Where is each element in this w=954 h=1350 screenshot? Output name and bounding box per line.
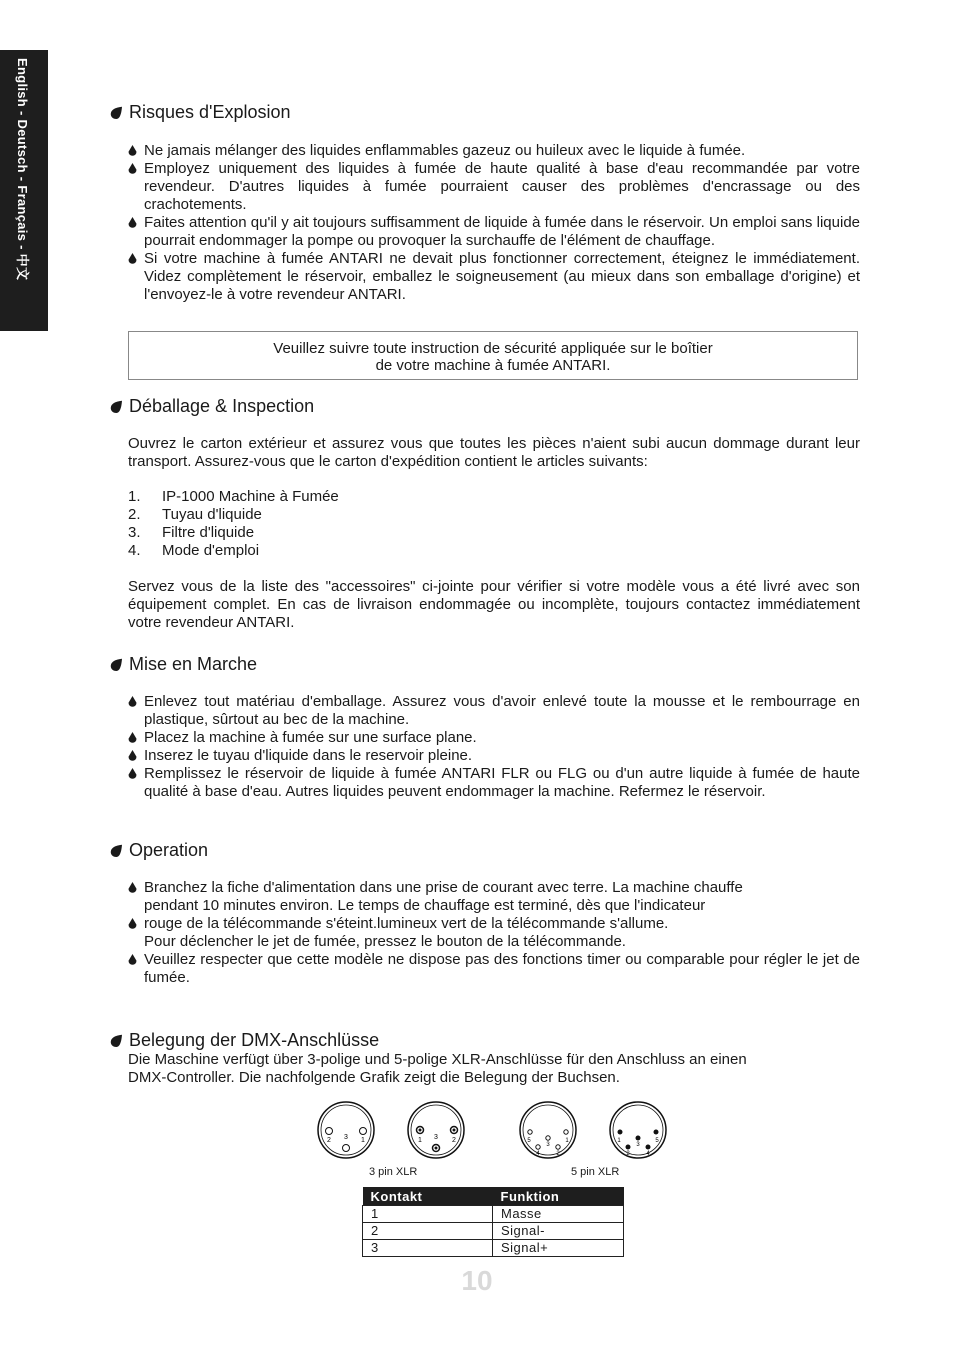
language-side-tab xyxy=(0,50,48,331)
pin-label: 2 xyxy=(327,1137,331,1144)
list-item: Placez la machine à fumée sur une surface plane. xyxy=(128,729,860,747)
drop-bullet-icon xyxy=(128,918,137,929)
drop-bullet-icon xyxy=(128,696,137,707)
leaf-bullet-icon xyxy=(110,1034,123,1048)
section-title: Risques d'Explosion xyxy=(129,102,291,122)
drop-bullet-icon xyxy=(128,750,137,761)
pin-label: 1 xyxy=(565,1138,569,1144)
pin-label: 1 xyxy=(361,1137,365,1144)
pin-label: 4 xyxy=(536,1151,540,1157)
list-item: Inserez le tuyau d'liquide dans le reservoir pleine. xyxy=(128,747,860,765)
section-title: Belegung der DMX-Anschlüsse xyxy=(129,1030,380,1050)
leaf-bullet-icon xyxy=(110,844,123,858)
pin-label: 3 xyxy=(434,1134,438,1141)
pin-label: 5 xyxy=(527,1138,531,1144)
list-item: 2. Tuyau d'liquide xyxy=(128,506,262,523)
xlr-5pin-label: 5 pin XLR xyxy=(571,1166,620,1178)
leaf-bullet-icon xyxy=(110,400,123,414)
pin-label: 2 xyxy=(556,1151,560,1157)
notice-line: de votre machine à fumée ANTARI. xyxy=(375,357,611,374)
list-item: Remplissez le réservoir de liquide à fumée ANTARI FLR ou FLG ou d'un autre liquide à fumée de haute qualité à base d'eau. Autres liquides peuvent endommager la machine. Refermez le réservoir. xyxy=(128,765,860,801)
pin-label: 4 xyxy=(646,1151,650,1157)
xlr-5pin-female-icon xyxy=(518,1100,578,1160)
section-heading-unpacking xyxy=(110,396,314,417)
list-item: Branchez la fiche d'alimentation dans une prise de courant avec terre. La machine chauffe pendant 10 minutes environ. Le temps de chauffage est terminé, dès que l'indicateur xyxy=(128,879,860,915)
table-cell: 1 xyxy=(363,1206,493,1223)
list-item: 4. Mode d'emploi xyxy=(128,542,260,559)
table-cell: 2 xyxy=(363,1223,493,1240)
operation-bullet-list xyxy=(128,879,860,987)
pin-label: 1 xyxy=(617,1138,621,1144)
pin-label: 5 xyxy=(655,1138,659,1144)
drop-bullet-icon xyxy=(128,768,137,779)
xlr-3pin-male-icon xyxy=(406,1100,466,1160)
explosion-bullet-list xyxy=(128,142,860,304)
drop-bullet-icon xyxy=(128,145,137,156)
table-row xyxy=(363,1206,624,1223)
drop-bullet-icon xyxy=(128,954,137,965)
pin-label: 3 xyxy=(636,1142,640,1148)
drop-bullet-icon xyxy=(128,217,137,228)
drop-bullet-icon xyxy=(128,882,137,893)
table-row xyxy=(363,1223,624,1240)
section-heading-operation xyxy=(110,840,208,861)
table-cell: Signal+ xyxy=(493,1240,624,1257)
page-number: 10 xyxy=(461,1265,493,1296)
safety-notice-box xyxy=(128,331,858,380)
pin-label: 3 xyxy=(546,1142,550,1148)
list-item: 1. IP-1000 Machine à Fumée xyxy=(128,488,339,505)
list-item: Si votre machine à fumée ANTARI ne devait plus fonctionner correctement, éteignez le immédiatement. Videz complètement le réservoir, emballez le soigneusement (au mieux dans son emballage d'origine) et l'envoyez-le à votre revendeur ANTARI. xyxy=(128,250,860,304)
list-item: rouge de la télécommande s'éteint.lumineux vert de la télécommande s'allume. Pour déclencher le jet de fumée, pressez le bouton de la télécommande. xyxy=(128,915,860,951)
leaf-bullet-icon xyxy=(110,106,123,120)
notice-line: Veuillez suivre toute instruction de sécurité appliquée sur le boîtier xyxy=(273,340,713,357)
language-tab-text: English - Deutsch - Français - 中文 xyxy=(15,58,30,281)
startup-bullet-list xyxy=(128,693,860,801)
dmx-pin-table xyxy=(362,1187,624,1257)
section-heading-startup xyxy=(110,654,257,675)
pin-label: 2 xyxy=(626,1151,630,1157)
pin-label: 2 xyxy=(452,1137,456,1144)
column-header: Funktion xyxy=(493,1187,624,1206)
table-cell: 3 xyxy=(363,1240,493,1257)
table-cell: Signal- xyxy=(493,1223,624,1240)
xlr-3pin-female-icon xyxy=(316,1100,376,1160)
unpacking-intro: Ouvrez le carton extérieur et assurez vous que toutes les pièces n'aient subi aucun dommage durant leur transport. Assurez-vous que le carton d'expédition contient le articles suivants: xyxy=(128,435,860,470)
list-item: Enlevez tout matériau d'emballage. Assurez vous d'avoir enlevé toute la mousse et le rembourrage en plastique, sûrtout au bec de la machine. xyxy=(128,693,860,729)
section-heading-dmx xyxy=(110,1030,379,1051)
table-cell: Masse xyxy=(493,1206,624,1223)
pin-label: 1 xyxy=(418,1137,422,1144)
package-contents-list xyxy=(128,488,339,560)
list-item: Ne jamais mélanger des liquides enflammables gazeuz ou huileux avec le liquide à fumée. xyxy=(128,142,860,160)
section-title: Déballage & Inspection xyxy=(129,396,315,416)
table-header-row xyxy=(363,1187,624,1206)
column-header: Kontakt xyxy=(363,1187,493,1206)
list-item: Veuillez respecter que cette modèle ne dispose pas des fonctions timer ou comparable pour régler le jet de fumée. xyxy=(128,951,860,987)
xlr-3pin-label: 3 pin XLR xyxy=(369,1166,418,1178)
dmx-intro: Die Maschine verfügt über 3-polige und 5-polige XLR-Anschlüsse für den Anschluss an einen DMX-Controller. Die nachfolgende Grafik zeigt die Belegung der Buchsen. xyxy=(128,1051,747,1086)
section-title: Operation xyxy=(129,840,209,860)
list-item: 3. Filtre d'liquide xyxy=(128,524,255,541)
drop-bullet-icon xyxy=(128,253,137,264)
xlr-5pin-male-icon xyxy=(608,1100,668,1160)
drop-bullet-icon xyxy=(128,732,137,743)
unpacking-outro: Servez vous de la liste des "accessoires" ci-jointe pour vérifier si votre modèle vous a été livré avec son équipement complet. En cas de livraison endommagée ou incomplète, toujours contactez immédiatement votre revendeur ANTARI. xyxy=(128,578,860,631)
section-title: Mise en Marche xyxy=(129,654,258,674)
drop-bullet-icon xyxy=(128,163,137,174)
list-item: Employez uniquement des liquides à fumée de haute qualité à base d'eau recommandée par votre revendeur. D'autres liquides à fumée pourraient causer des problèmes d'encrassage ou des crachotements. xyxy=(128,160,860,214)
list-item: Faites attention qu'il y ait toujours suffisamment de liquide à fumée dans le réservoir. Un emploi sans liquide pourrait endommager la pompe ou provoquer la surchauffe de l'élément de chauffage. xyxy=(128,214,860,250)
section-heading-explosion xyxy=(110,102,291,123)
leaf-bullet-icon xyxy=(110,658,123,672)
table-row xyxy=(363,1240,624,1257)
pin-label: 3 xyxy=(344,1134,348,1141)
